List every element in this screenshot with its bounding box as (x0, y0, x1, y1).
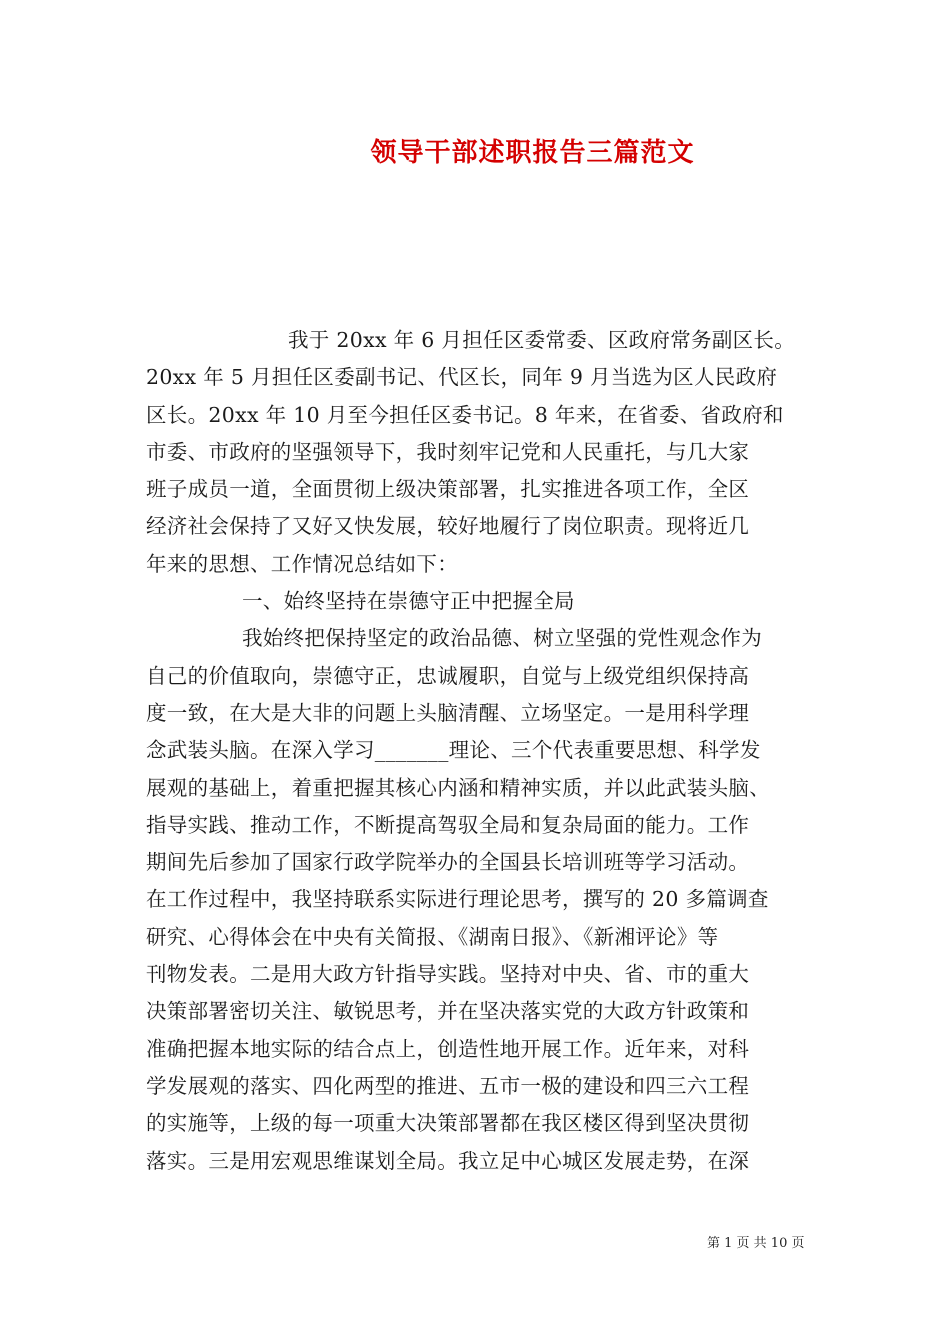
paragraph-line: 经济社会保持了又好又快发展，较好地履行了岗位职责。现将近几 (146, 514, 750, 539)
page-number: 第 1 页 共 10 页 (707, 1236, 805, 1251)
paragraph-line: 决策部署密切关注、敏锐思考，并在坚决落实党的大政方针政策和 (146, 999, 750, 1024)
paragraph-line: 研究、心得体会在中央有关简报、《湖南日报》、《新湘评论》等 (146, 924, 719, 949)
paragraph-line: 我于 20xx 年 6 月担任区委常委、区政府常务副区长。 (288, 328, 796, 352)
paragraph-line: 落实。三是用宏观思维谋划全局。我立足中心城区发展走势，在深 (146, 1148, 750, 1173)
paragraph-line: 度一致，在大是大非的问题上头脑清醒、立场坚定。一是用科学理 (146, 700, 750, 725)
paragraph-line: 区长。20xx 年 10 月至今担任区委书记。8 年来，在省委、省政府和 (146, 402, 784, 427)
paragraph-line: 学发展观的落实、四化两型的推进、五市一极的建设和四三六工程 (146, 1073, 750, 1098)
paragraph-line: 准确把握本地实际的结合点上，创造性地开展工作。近年来，对科 (146, 1036, 750, 1061)
paragraph-line: 我始终把保持坚定的政治品德、树立坚强的党性观念作为 (242, 626, 762, 651)
paragraph-line: 指导实践、推动工作，不断提高驾驭全局和复杂局面的能力。工作 (146, 812, 750, 837)
paragraph-line: 展观的基础上，着重把握其核心内涵和精神实质，并以此武装头脑、 (146, 775, 770, 800)
paragraph-line: 期间先后参加了国家行政学院举办的全国县长培训班等学习活动。 (146, 850, 750, 875)
paragraph-line: 的实施等，上级的每一项重大决策部署都在我区楼区得到坚决贯彻 (146, 1111, 750, 1136)
paragraph-line: 在工作过程中，我坚持联系实际进行理论思考，撰写的 20 多篇调查 (146, 887, 769, 912)
paragraph-line: 自己的价值取向，崇德守正，忠诚履职，自觉与上级党组织保持高 (146, 663, 750, 688)
section-heading: 一、始终坚持在崇德守正中把握全局 (242, 589, 575, 614)
paragraph-line: 刊物发表。二是用大政方针指导实践。坚持对中央、省、市的重大 (146, 962, 750, 987)
paragraph-line: 班子成员一道，全面贯彻上级决策部署，扎实推进各项工作，全区 (146, 477, 750, 502)
paragraph-line: 年来的思想、工作情况总结如下： (146, 551, 458, 576)
document-title: 领导干部述职报告三篇范文 (370, 138, 695, 168)
paragraph-line: 市委、市政府的坚强领导下，我时刻牢记党和人民重托，与几大家 (146, 439, 750, 464)
document-body (146, 322, 816, 1180)
paragraph-line: 念武装头脑。在深入学习_______理论、三个代表重要思想、科学发 (146, 738, 761, 763)
paragraph-line: 20xx 年 5 月担任区委副书记、代区长，同年 9 月当选为区人民政府 (146, 365, 778, 390)
